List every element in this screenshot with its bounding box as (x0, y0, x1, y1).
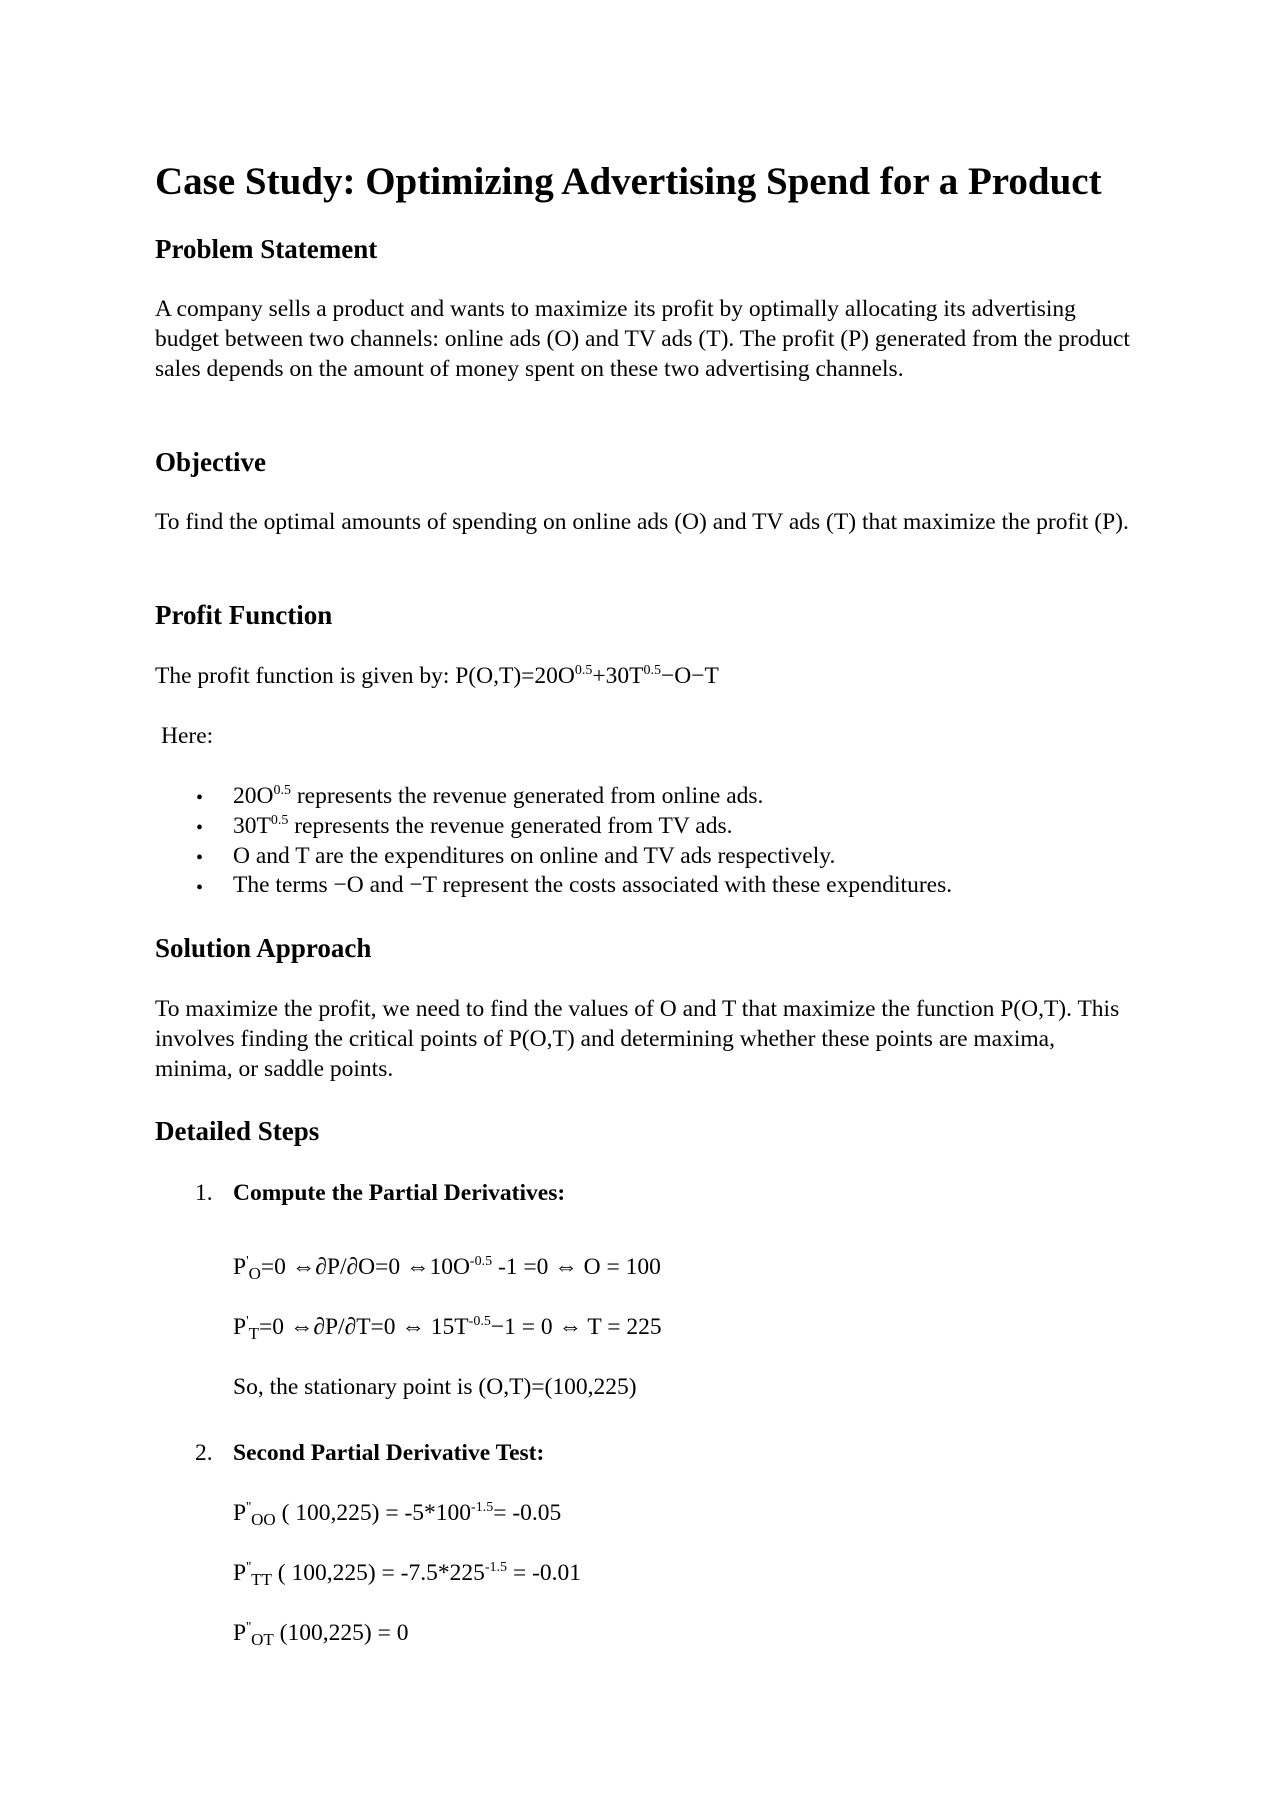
list-item: O and T are the expenditures on online and TV ads respectively. (233, 843, 836, 869)
bullet-marker: • (196, 817, 204, 839)
bullet-marker: • (196, 787, 204, 809)
here-label: Here: (161, 723, 214, 749)
heading-profit-function: Profit Function (155, 600, 333, 630)
profit-function-equation: The profit function is given by: $P(O,T)=20O^{0.5}+30T^{0.5}-O-T$ (155, 663, 719, 689)
page-title: Case Study: Optimizing Advertising Spend for a Product (155, 160, 1102, 203)
step-2-label: Second Partial Derivative Test: (233, 1440, 545, 1466)
step-number: 1. (195, 1180, 213, 1206)
heading-problem-statement: Problem Statement (155, 234, 378, 264)
problem-paragraph: A company sells a product and wants to maximize its profit by optimally allocating its advertising budget between two channels: online ads (O) and TV ads (T). The profit (P) generated from the product sales depends on the amount of money spent on these two advertising channels. (155, 296, 1130, 382)
partial-derivative-o-equation: $P'_O=0$ ⇔∂P/∂O=0 $\Leftrightarrow 10O^{-0.5}$ -1 =0 ⇔ O = 100 (233, 1254, 661, 1283)
second-derivative-tt-equation: $P''_{TT}$ ( $100,225) = -7.5*225^{-1.5} = -0.01$ (233, 1560, 582, 1589)
second-derivative-oo-equation: $P''_{OO}$ ( $100,225) = -5*100^{-1.5}= -0.05$ (233, 1500, 562, 1529)
partial-derivative-t-equation: $P'_T=0$ ⇔∂P/∂T=0 ⇔ $15T^{-0.5}-1 = 0$ ⇔ T = 225 (233, 1314, 662, 1343)
second-derivative-ot-equation: $P''_{OT}$ (100,225) = 0 (233, 1620, 409, 1649)
solution-paragraph: To maximize the profit, we need to find the values of O and T that maximize the function P(O,T). This involves finding the critical points of P(O,T) and determining whether these points are maxima, minima, or saddle points. (155, 996, 1120, 1082)
list-item: $30T^{0.5}$ represents the revenue generated from TV ads. (233, 813, 733, 839)
heading-solution-approach: Solution Approach (155, 933, 372, 963)
list-item: $20O^{0.5}$ represents the revenue generated from online ads. (233, 783, 764, 809)
bullet-marker: • (196, 847, 204, 869)
stationary-point-text: So, the stationary point is (O,T)=(100,225) (233, 1374, 637, 1400)
step-number: 2. (195, 1440, 213, 1466)
heading-detailed-steps: Detailed Steps (155, 1116, 320, 1146)
heading-objective: Objective (155, 447, 266, 477)
bullet-marker: • (196, 877, 204, 899)
objective-paragraph: To find the optimal amounts of spending on online ads (O) and TV ads (T) that maximize the profit (P). (155, 509, 1129, 535)
step-1-label: Compute the Partial Derivatives: (233, 1180, 566, 1206)
list-item: The terms −O and −T represent the costs associated with these expenditures. (233, 872, 953, 898)
